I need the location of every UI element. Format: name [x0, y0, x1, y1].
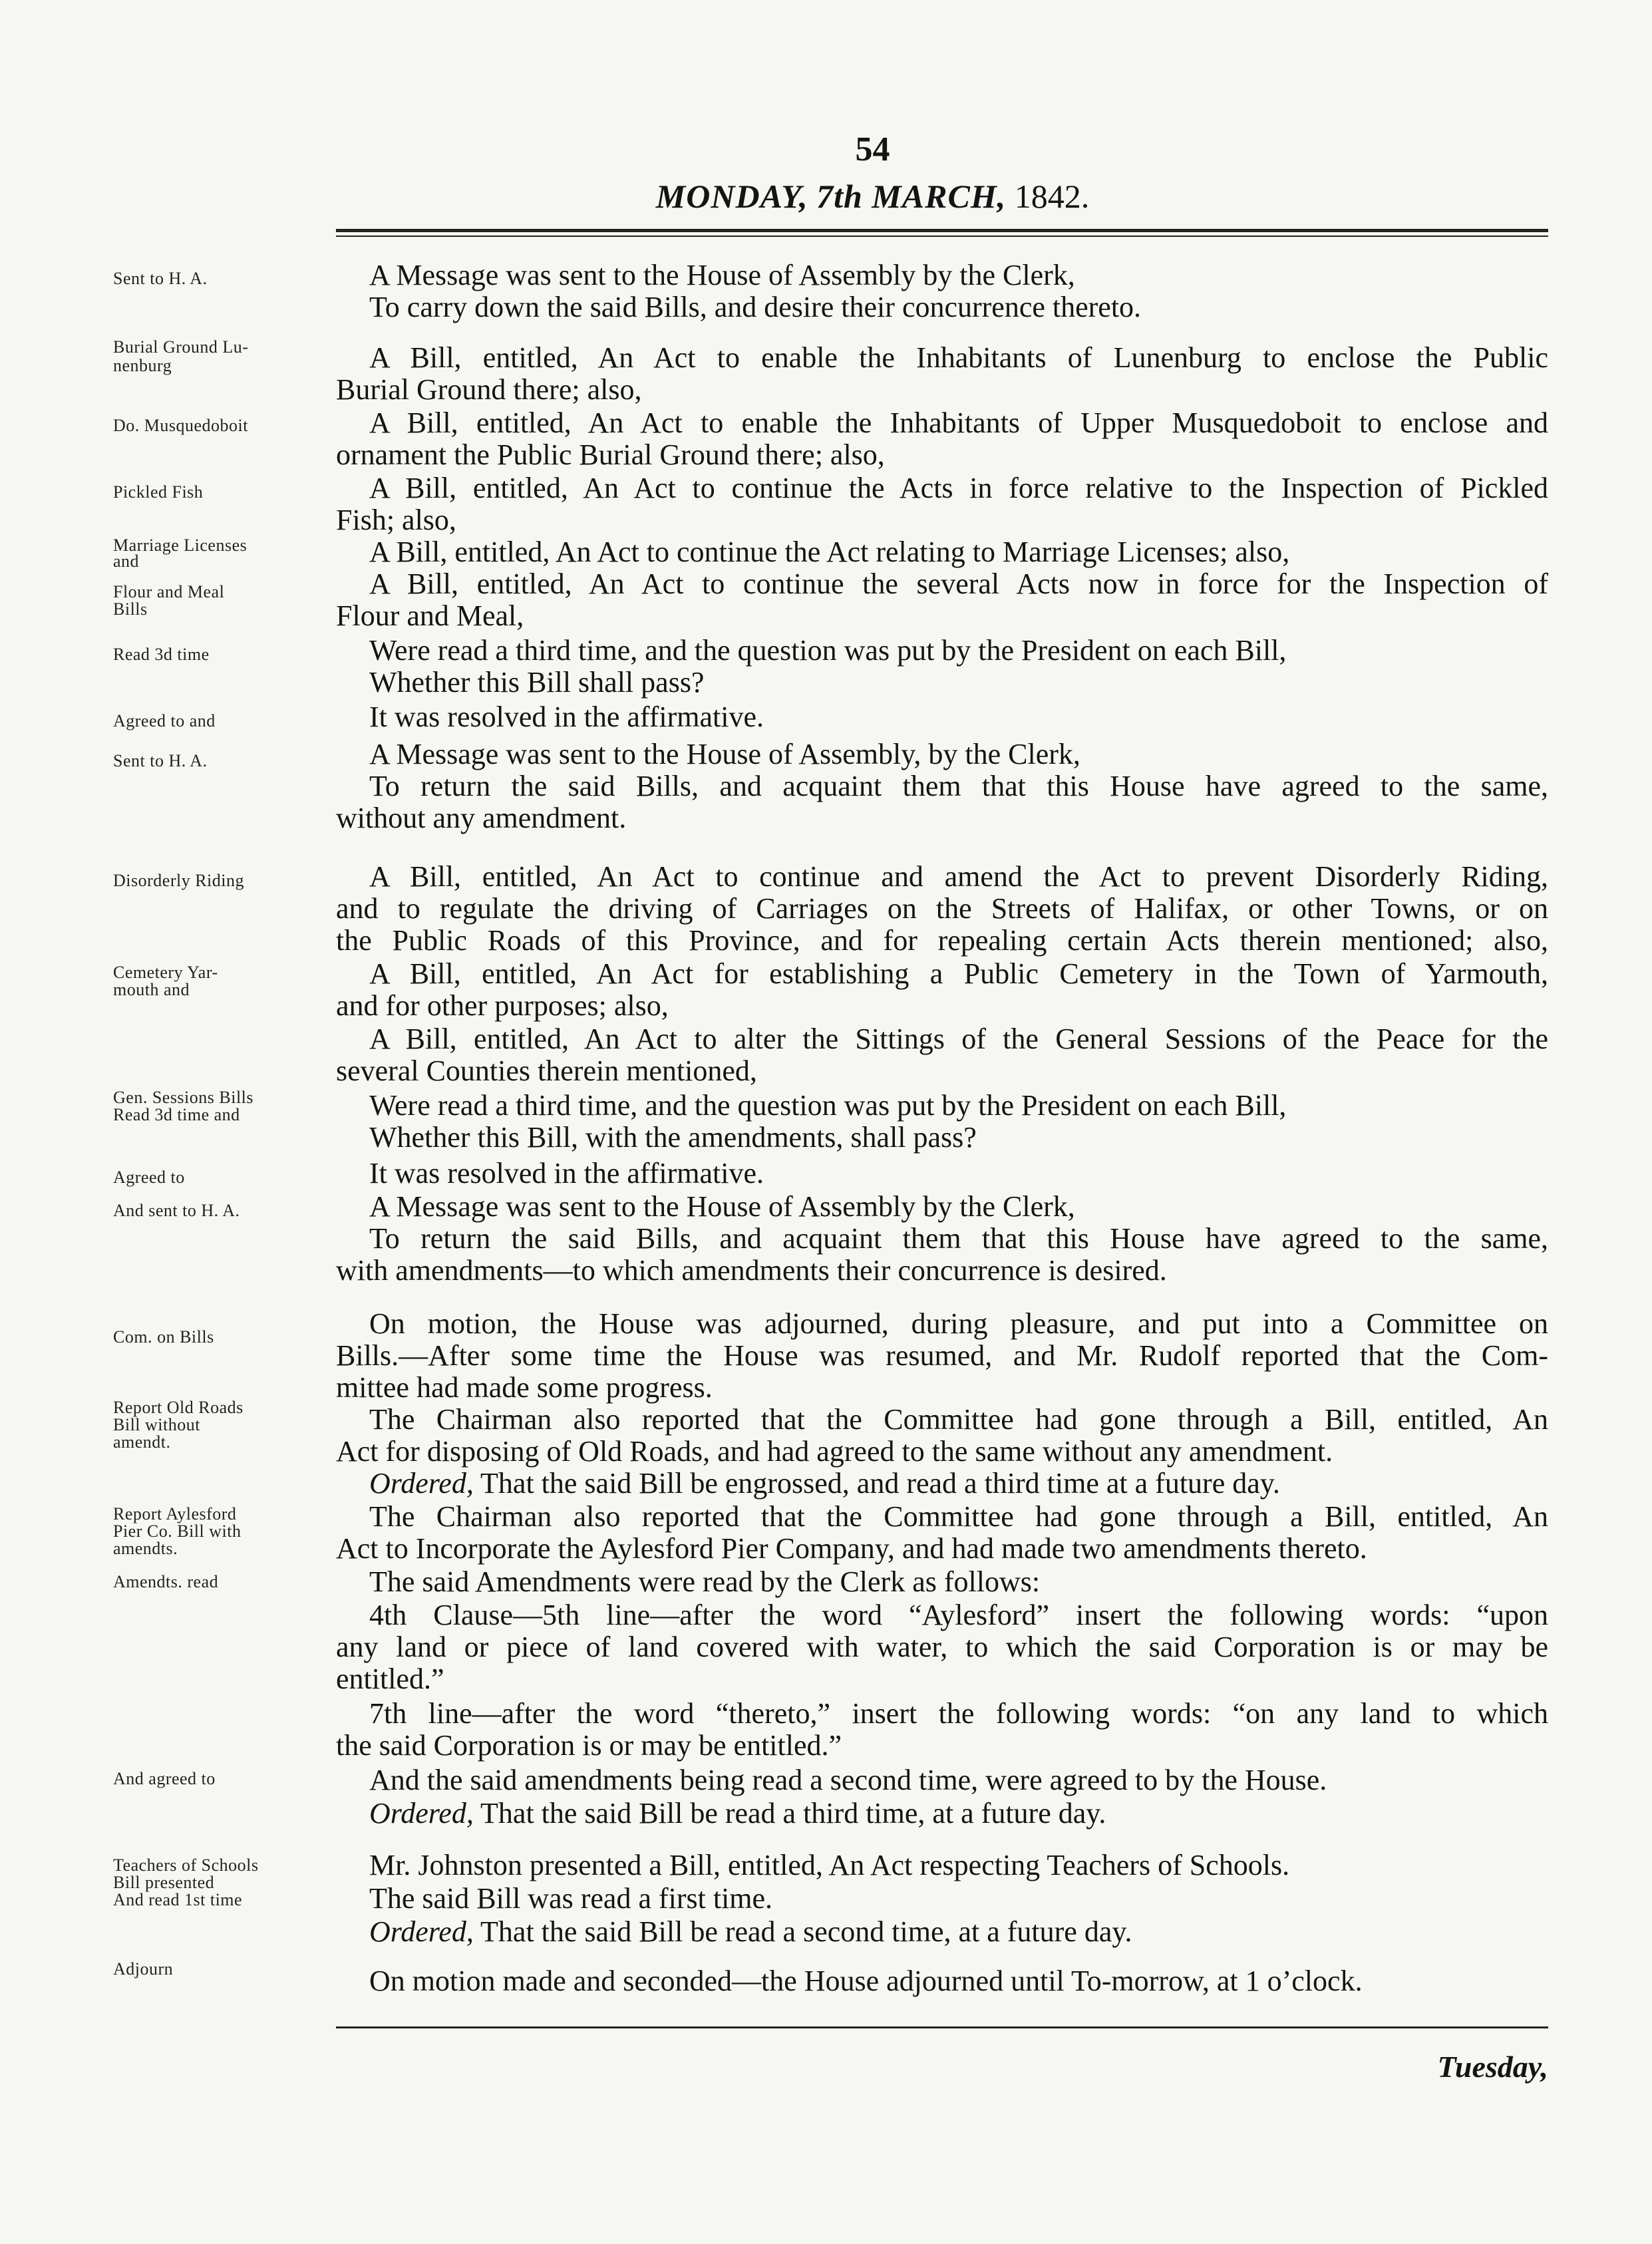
- margin-note: Sent to H. A.: [113, 751, 208, 770]
- text-line: The Chairman also reported that the Committee had gone through a Bill, entitled, An: [369, 1500, 1548, 1533]
- margin-note: Cemetery Yar-: [113, 963, 218, 982]
- text-line: Act to Incorporate the Aylesford Pier Company, and had made two amendments thereto.: [336, 1532, 1367, 1565]
- text-line: mittee had made some progress.: [336, 1371, 713, 1404]
- text-line: Act for disposing of Old Roads, and had agreed to the same without any amendment.: [336, 1435, 1333, 1468]
- margin-note: amendt.: [113, 1432, 171, 1452]
- margin-note: Amendts. read: [113, 1572, 219, 1591]
- text-line: Whether this Bill, with the amendments, shall pass?: [369, 1121, 977, 1154]
- text-line: The said Bill was read a first time.: [369, 1882, 773, 1915]
- margin-note: Adjourn: [113, 1959, 174, 1979]
- text-line: A Message was sent to the House of Assembly, by the Clerk,: [369, 738, 1080, 770]
- text-line: The said Amendments were read by the Clerk as follows:: [369, 1565, 1041, 1598]
- margin-note: Pickled Fish: [113, 482, 204, 502]
- ordered-text: That the said Bill be read a second time, at a future day.: [473, 1915, 1132, 1948]
- text-line: Fish; also,: [336, 504, 456, 536]
- margin-note: Burial Ground Lu-: [113, 337, 249, 357]
- ordered-label: Ordered,: [369, 1467, 474, 1500]
- text-line: Were read a third time, and the question was put by the President on each Bill,: [369, 634, 1287, 667]
- margin-note: Report Aylesford: [113, 1504, 237, 1523]
- margin-note: Flour and Meal: [113, 582, 225, 601]
- text-line: A Bill, entitled, An Act to continue the Acts in force relative to the Inspection of Pickled: [369, 472, 1548, 504]
- text-line: A Bill, entitled, An Act to continue and amend the Act to prevent Disorderly Riding,: [369, 860, 1548, 893]
- margin-note: And agreed to: [113, 1769, 216, 1788]
- text-line: A Message was sent to the House of Assembly by the Clerk,: [369, 1190, 1075, 1223]
- text-line: A Bill, entitled, An Act to alter the Sittings of the General Sessions of the Peace for the: [369, 1023, 1548, 1055]
- text-line: without any amendment.: [336, 802, 627, 834]
- margin-note: Gen. Sessions Bills: [113, 1088, 254, 1107]
- header-rule-thick: [336, 229, 1548, 232]
- text-line: [336, 1798, 1548, 1830]
- text-line: It was resolved in the affirmative.: [369, 701, 764, 733]
- text-line: any land or piece of land covered with water, to which the said Corporation is or may be: [336, 1631, 1548, 1663]
- text-line: The Chairman also reported that the Committee had gone through a Bill, entitled, An: [369, 1403, 1548, 1436]
- margin-note: And read 1st time: [113, 1890, 243, 1909]
- text-line: And the said amendments being read a second time, were agreed to by the House.: [369, 1764, 1327, 1796]
- margin-note: Read 3d time: [113, 645, 210, 664]
- margin-note: Bill without: [113, 1415, 200, 1434]
- margin-note: Agreed to and: [113, 711, 216, 730]
- text-line: 4th Clause—5th line—after the word “Aylesford” insert the following words: “upon: [369, 1599, 1548, 1631]
- text-line: On motion, the House was adjourned, during pleasure, and put into a Committee on: [369, 1307, 1548, 1340]
- margin-note: amendts.: [113, 1539, 178, 1558]
- text-line: [336, 1468, 1548, 1500]
- date-heading: [0, 175, 1652, 218]
- margin-note: Bill presented: [113, 1873, 215, 1892]
- text-line: To carry down the said Bills, and desire their concurrence thereto.: [369, 291, 1142, 323]
- text-line: A Bill, entitled, An Act to enable the Inhabitants of Lunenburg to enclose the Public: [369, 341, 1548, 374]
- date-month: 7th MARCH,: [816, 178, 1007, 215]
- ordered-text: That the said Bill be engrossed, and read a third time at a future day.: [473, 1467, 1280, 1500]
- text-line: and for other purposes; also,: [336, 989, 669, 1022]
- margin-note: Pier Co. Bill with: [113, 1522, 242, 1541]
- margin-note: Marriage Licenses: [113, 536, 248, 555]
- margin-note: And sent to H. A.: [113, 1201, 240, 1220]
- text-line: A Bill, entitled, An Act to enable the Inhabitants of Upper Musquedoboit to enclose and: [369, 406, 1548, 439]
- margin-note: and: [113, 552, 140, 571]
- text-line: A Bill, entitled, An Act to continue the Act relating to Marriage Licenses; also,: [369, 536, 1290, 568]
- date-year: 1842.: [1014, 178, 1090, 215]
- margin-note: Disorderly Riding: [113, 871, 244, 890]
- margin-note: Report Old Roads: [113, 1398, 244, 1417]
- margin-note: nenburg: [113, 356, 172, 375]
- text-line: On motion made and seconded—the House adjourned until To-morrow, at 1 o’clock.: [369, 1965, 1363, 1997]
- ordered-text: That the said Bill be read a third time, at a future day.: [473, 1797, 1106, 1830]
- text-line: It was resolved in the affirmative.: [369, 1157, 764, 1190]
- text-line: A Bill, entitled, An Act for establishing a Public Cemetery in the Town of Yarmouth,: [369, 957, 1548, 990]
- text-line: several Counties therein mentioned,: [336, 1054, 757, 1087]
- ordered-label: Ordered,: [369, 1915, 474, 1948]
- page-header: [0, 130, 1652, 218]
- text-line: To return the said Bills, and acquaint them that this House have agreed to the same,: [369, 1222, 1548, 1255]
- text-line: Bills.—After some time the House was resumed, and Mr. Rudolf reported that the Com-: [336, 1339, 1548, 1372]
- text-line: Burial Ground there; also,: [336, 373, 642, 406]
- text-line: with amendments—to which amendments their concurrence is desired.: [336, 1254, 1167, 1287]
- text-line: A Message was sent to the House of Assembly by the Clerk,: [369, 259, 1075, 291]
- text-line: the said Corporation is or may be entitled.”: [336, 1729, 842, 1762]
- margin-note: Com. on Bills: [113, 1327, 214, 1347]
- text-line: Flour and Meal,: [336, 599, 524, 632]
- margin-note: Do. Musquedoboit: [113, 416, 248, 435]
- footer-rule: [336, 2026, 1548, 2028]
- margin-note: Sent to H. A.: [113, 269, 208, 288]
- text-line: the Public Roads of this Province, and for repealing certain Acts therein mentioned; also,: [336, 924, 1548, 957]
- page-number: 54: [855, 130, 890, 168]
- text-line: ornament the Public Burial Ground there; also,: [336, 438, 885, 471]
- margin-note: mouth and: [113, 980, 190, 999]
- text-line: To return the said Bills, and acquaint them that this House have agreed to the same,: [369, 770, 1548, 802]
- text-line: Were read a third time, and the question was put by the President on each Bill,: [369, 1089, 1287, 1122]
- date-day: MONDAY,: [655, 178, 808, 215]
- header-rule-thin: [336, 236, 1548, 237]
- margin-note: Agreed to: [113, 1168, 185, 1187]
- margin-note: Read 3d time and: [113, 1105, 240, 1124]
- text-line: 7th line—after the word “thereto,” insert the following words: “on any land to which: [369, 1697, 1548, 1730]
- text-line: A Bill, entitled, An Act to continue the several Acts now in force for the Inspection of: [369, 567, 1548, 600]
- text-line: entitled.”: [336, 1663, 444, 1695]
- text-line: [336, 1916, 1548, 1948]
- margin-note: Bills: [113, 599, 148, 619]
- text-line: and to regulate the driving of Carriages on the Streets of Halifax, or other Towns, or on: [336, 892, 1548, 925]
- text-line: Whether this Bill shall pass?: [369, 666, 705, 699]
- margin-note: Teachers of Schools: [113, 1855, 259, 1875]
- ordered-label: Ordered,: [369, 1797, 474, 1830]
- catchword: Tuesday,: [1437, 2050, 1548, 2084]
- text-line: Mr. Johnston presented a Bill, entitled, An Act respecting Teachers of Schools.: [369, 1849, 1290, 1881]
